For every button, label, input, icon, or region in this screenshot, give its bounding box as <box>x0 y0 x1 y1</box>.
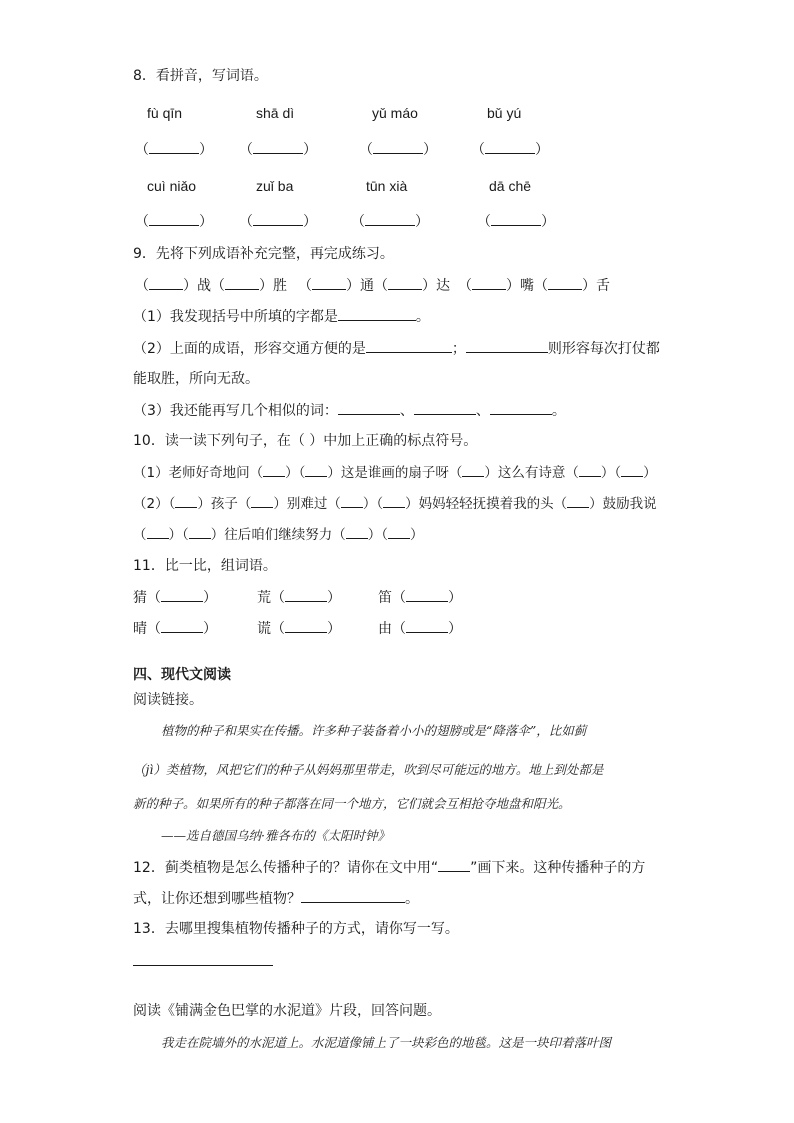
idiom-1: （ ）战（ ）胜 <box>135 275 287 296</box>
section-title: 四、现代文阅读 <box>133 667 231 683</box>
compare-item: 谎（ ） <box>257 618 341 639</box>
answer-blank[interactable] <box>414 400 476 415</box>
pinyin-4: bǔ yú <box>487 105 522 121</box>
answer-blank[interactable] <box>466 338 548 353</box>
passage-source: ——选自德国乌纳·雅各布的《太阳时钟》 <box>161 828 390 843</box>
answer-blank[interactable] <box>366 338 452 353</box>
passage-line: （jì）类植物，风把它们的种子从妈妈那里带走，吹到尽可能远的地方。地上到处都是 <box>133 762 604 777</box>
answer-blank[interactable] <box>338 306 416 321</box>
answer-blank[interactable]: （ ） <box>239 211 317 232</box>
pinyin-6: zuǐ ba <box>256 178 294 194</box>
q9-sub2: （2）上面的成语，形容交通方便的是 ； 则形容每次打仗都 <box>133 338 660 359</box>
passage-line: 新的种子。如果所有的种子都落在同一个地方，它们就会互相抢夺地盘和阳光。 <box>133 796 571 811</box>
pinyin-2: shā dì <box>256 105 295 121</box>
reading-link: 阅读链接。 <box>133 692 203 708</box>
answer-blank[interactable] <box>338 400 400 415</box>
answer-blank[interactable]: （ ） <box>477 211 555 232</box>
pinyin-5: cuì niǎo <box>147 178 197 194</box>
q10-line2: （2）（ ）孩子（ ）别难过（ ）（ ）妈妈轻轻抚摸着我的头（ ）鼓励我说 <box>133 493 657 514</box>
q9-sub1: （1）我发现括号中所填的字都是 。 <box>133 306 430 327</box>
pinyin-3: yǔ máo <box>372 105 418 121</box>
compare-item: 荒（ ） <box>257 587 341 608</box>
pinyin-8: dā chē <box>489 178 532 194</box>
compare-item: 由（ ） <box>378 618 462 639</box>
q10-title: 10．读一读下列句子，在（ ）中加上正确的标点符号。 <box>133 433 478 449</box>
compare-item: 笛（ ） <box>378 587 462 608</box>
compare-item: 晴（ ） <box>133 618 217 639</box>
idiom-2: （ ）通（ ）达 <box>298 275 450 296</box>
q9-title: 9．先将下列成语补充完整，再完成练习。 <box>133 246 394 262</box>
answer-blank[interactable]: （ ） <box>471 139 549 160</box>
answer-line[interactable] <box>133 965 273 966</box>
answer-blank[interactable]: （ ） <box>135 211 213 232</box>
reading2-title: 阅读《铺满金色巴掌的水泥道》片段，回答问题。 <box>133 1003 441 1019</box>
answer-blank[interactable]: （ ） <box>359 139 437 160</box>
q11-title: 11．比一比，组词语。 <box>133 558 277 574</box>
q10-line3: （ ）（ ）往后咱们继续努力（ ）（ ） <box>133 524 424 545</box>
idiom-3: （ ）嘴（ ）舌 <box>458 275 610 296</box>
q8-title: 8．看拼音，写词语。 <box>133 68 268 84</box>
q12-line1: 12．蓟类植物是怎么传播种子的？请你在文中用“ ”画下来。这种传播种子的方 <box>133 857 645 878</box>
pinyin-1: fù qīn <box>147 105 183 121</box>
pinyin-7: tūn xià <box>366 178 408 194</box>
q9-sub2-cont: 能取胜，所向无敌。 <box>133 371 259 387</box>
passage-line: 我走在院墙外的水泥道上。水泥道像铺上了一块彩色的地毯。这是一块印着落叶图 <box>161 1035 612 1050</box>
answer-blank[interactable]: （ ） <box>239 139 317 160</box>
q13-title: 13．去哪里搜集植物传播种子的方式，请你写一写。 <box>133 921 459 937</box>
q9-sub3: （3）我还能再写几个相似的词： 、 、 。 <box>133 400 566 421</box>
q12-line2: 式，让你还想到哪些植物？ 。 <box>133 888 419 909</box>
answer-blank[interactable]: （ ） <box>135 139 213 160</box>
answer-blank[interactable] <box>490 400 552 415</box>
passage-line: 植物的种子和果实在传播。许多种子装备着小小的翅膀或是“降落伞”，比如蓟 <box>161 723 587 738</box>
q10-line1: （1）老师好奇地问（ ）（ ）这是谁画的扇子呀（ ）这么有诗意（ ）（ ） <box>133 462 657 483</box>
answer-blank[interactable]: （ ） <box>351 211 429 232</box>
compare-item: 猜（ ） <box>133 587 217 608</box>
answer-blank[interactable] <box>301 888 405 903</box>
